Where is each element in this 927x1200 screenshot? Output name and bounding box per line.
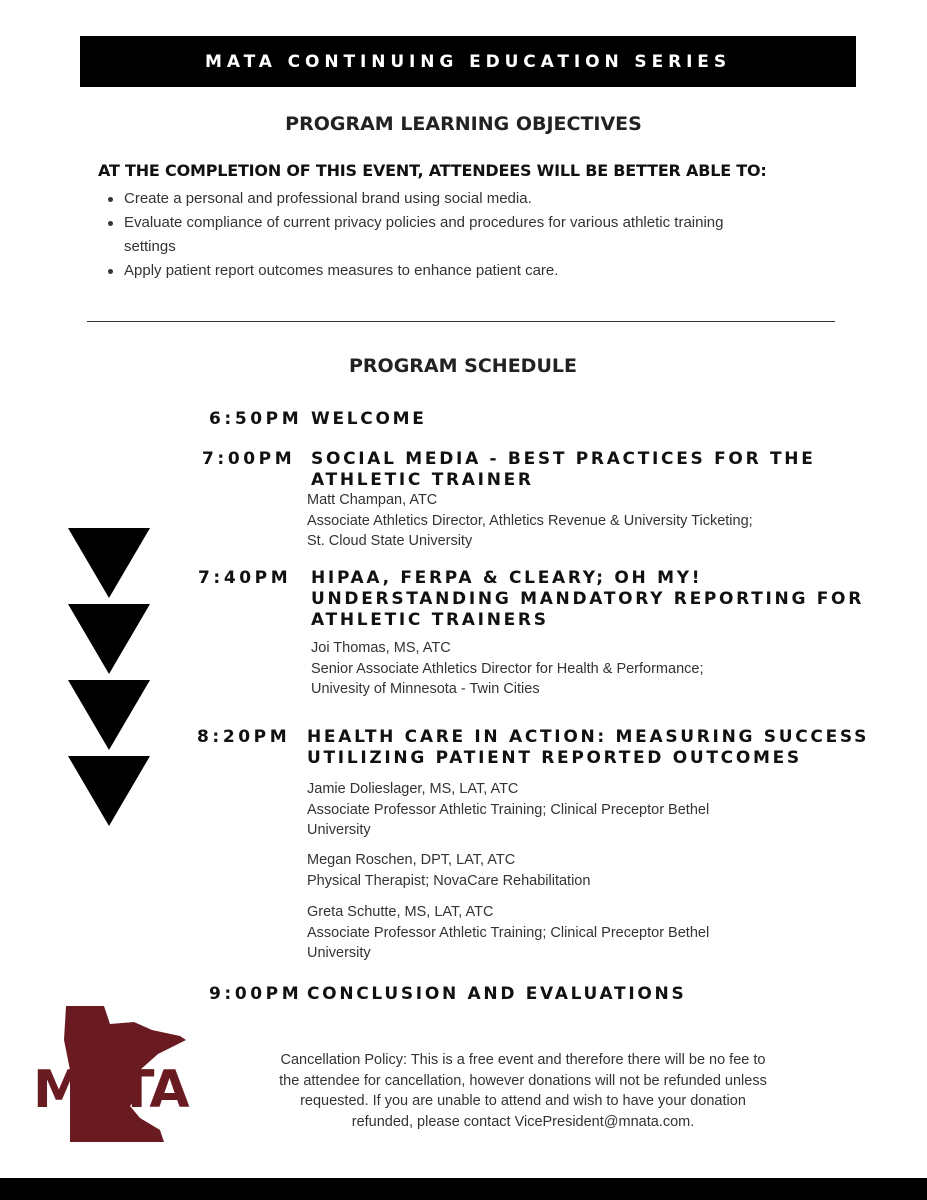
down-triangles-icon [68, 528, 150, 826]
speaker-role: Senior Associate Athletics Director for Health & Performance; [311, 660, 704, 677]
speaker-org: St. Cloud State University [307, 533, 473, 549]
speaker-org: University [307, 822, 371, 838]
conclusion-title: CONCLUSION AND EVALUATIONS [307, 984, 687, 1004]
speaker-role: Associate Professor Athletic Training; Clinical Preceptor Bethel [307, 924, 710, 941]
objectives-heading: PROGRAM LEARNING OBJECTIVES [285, 113, 642, 135]
session1-title-line: ATHLETIC TRAINER [311, 470, 534, 490]
objective-item-continuation: settings [124, 238, 176, 255]
down-triangle-icon [68, 528, 150, 598]
session3-title [307, 727, 869, 769]
session1-title [311, 449, 816, 491]
session3-speaker-3 [307, 902, 709, 964]
session3-speaker-1 [307, 779, 709, 841]
speaker-name: Joi Thomas, MS, ATC [311, 640, 451, 656]
speaker-role: Associate Athletics Director, Athletics Revenue & University Ticketing; [307, 512, 753, 529]
session2-speaker [311, 638, 703, 700]
header-banner [80, 36, 856, 87]
policy-line: requested. If you are unable to attend and wish to have your donation [300, 1093, 746, 1109]
objectives-intro: AT THE COMPLETION OF THIS EVENT, ATTENDEES WILL BE BETTER ABLE TO: [98, 161, 767, 180]
schedule-heading: PROGRAM SCHEDULE [349, 355, 577, 377]
session2-time: 7:40PM [198, 568, 292, 588]
logo-text: MATA [33, 1060, 189, 1120]
speaker-role: Associate Professor Athletic Training; Clinical Preceptor Bethel [307, 801, 710, 818]
session1-speaker [307, 490, 753, 552]
speaker-name: Megan Roschen, DPT, LAT, ATC [307, 852, 516, 868]
objective-item: Create a personal and professional brand using social media. [124, 187, 844, 211]
session2-title-line: HIPAA, FERPA & CLEARY; OH MY! [311, 568, 703, 588]
objectives-list [124, 187, 844, 283]
welcome-time: 6:50PM [209, 409, 303, 429]
speaker-org: Univesity of Minnesota - Twin Cities [311, 681, 540, 697]
triangle-column [68, 528, 150, 826]
speaker-name: Jamie Dolieslager, MS, LAT, ATC [307, 781, 519, 797]
section-divider [87, 321, 835, 322]
speaker-org: University [307, 945, 371, 961]
session1-title-line: SOCIAL MEDIA - BEST PRACTICES FOR THE [311, 449, 816, 469]
objective-item: Evaluate compliance of current privacy policies and procedures for various athletic training [124, 211, 844, 235]
session2-title-line: ATHLETIC TRAINERS [311, 610, 549, 630]
cancellation-policy [245, 1050, 801, 1132]
session2-title [311, 568, 864, 631]
session2-title-line: UNDERSTANDING MANDATORY REPORTING FOR [311, 589, 864, 609]
policy-line: Cancellation Policy: This is a free event and therefore there will be no fee to [280, 1052, 766, 1068]
footer-bar [0, 1178, 927, 1200]
down-triangle-icon [68, 756, 150, 826]
welcome-title: WELCOME [311, 409, 427, 429]
down-triangle-icon [68, 680, 150, 750]
policy-line: the attendee for cancellation, however donations will not be refunded unless [279, 1072, 767, 1089]
session1-time: 7:00PM [202, 449, 296, 469]
speaker-role: Physical Therapist; NovaCare Rehabilitation [307, 872, 591, 889]
speaker-name: Greta Schutte, MS, LAT, ATC [307, 904, 494, 920]
down-triangle-icon [68, 604, 150, 674]
conclusion-time: 9:00PM [209, 984, 303, 1004]
objective-item: Apply patient report outcomes measures to enhance patient care. [124, 259, 844, 283]
session3-title-line: HEALTH CARE IN ACTION: MEASURING SUCCESS [307, 727, 870, 747]
session3-speaker-2 [307, 850, 590, 891]
banner-title: MATA CONTINUING EDUCATION SERIES [205, 52, 731, 72]
speaker-name: Matt Champan, ATC [307, 492, 438, 508]
session3-time: 8:20PM [197, 727, 291, 747]
policy-line: refunded, please contact VicePresident@mnata.com. [351, 1113, 695, 1130]
session3-title-line: UTILIZING PATIENT REPORTED OUTCOMES [307, 748, 802, 768]
